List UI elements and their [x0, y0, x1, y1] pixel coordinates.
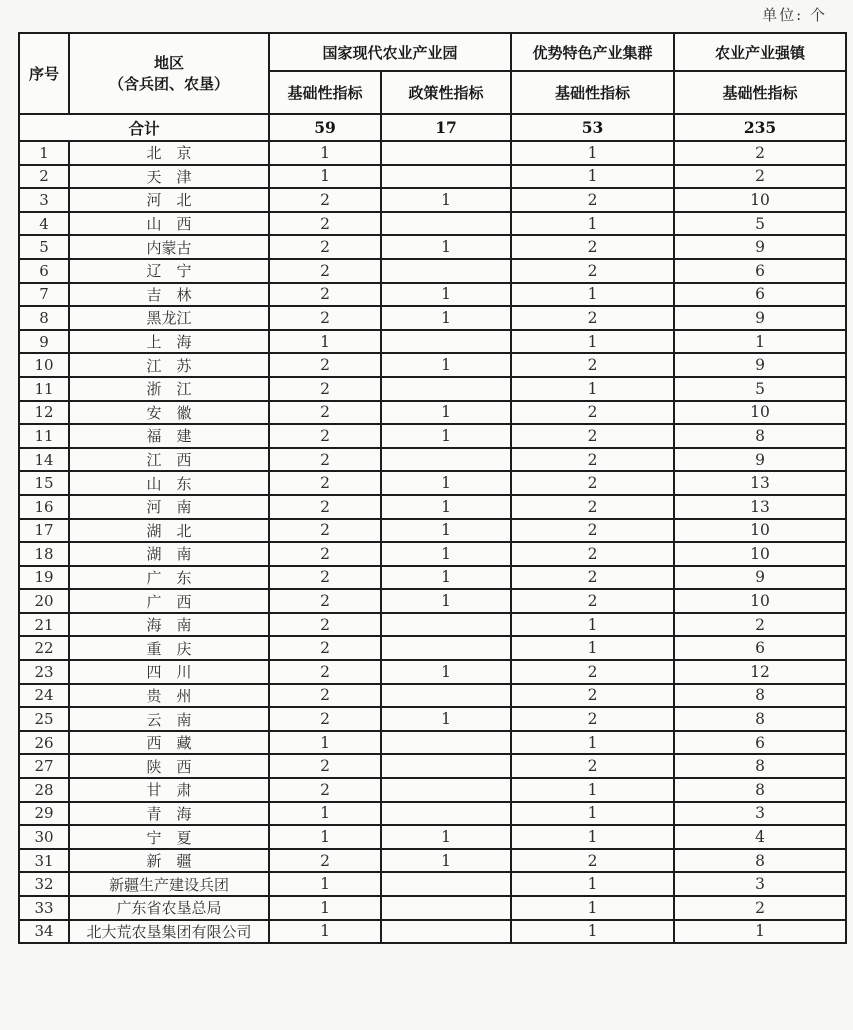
cell-cluster-basic: 1 [511, 283, 674, 307]
cell-region: 河 北 [69, 188, 269, 212]
cell-cluster-basic: 2 [511, 259, 674, 283]
cell-park-policy [381, 920, 511, 944]
table-row [19, 424, 846, 448]
cell-town-basic: 4 [674, 825, 846, 849]
table-row [19, 330, 846, 354]
cell-town-basic: 8 [674, 684, 846, 708]
table-header [19, 33, 846, 114]
cell-town-basic: 9 [674, 353, 846, 377]
cell-cluster-basic: 1 [511, 212, 674, 236]
cell-region: 河 南 [69, 495, 269, 519]
cell-town-basic: 2 [674, 141, 846, 165]
cell-cluster-basic: 2 [511, 495, 674, 519]
table-row [19, 141, 846, 165]
cell-park-basic: 2 [269, 471, 381, 495]
cell-cluster-basic: 1 [511, 330, 674, 354]
cell-cluster-basic: 2 [511, 542, 674, 566]
cell-park-basic: 2 [269, 353, 381, 377]
cell-park-basic: 1 [269, 731, 381, 755]
cell-serial: 32 [19, 872, 69, 896]
cell-region: 甘 肃 [69, 778, 269, 802]
cell-town-basic: 10 [674, 401, 846, 425]
cell-region: 新疆生产建设兵团 [69, 872, 269, 896]
cell-serial: 31 [19, 849, 69, 873]
cell-town-basic: 3 [674, 802, 846, 826]
cell-region: 四 川 [69, 660, 269, 684]
cell-town-basic: 10 [674, 589, 846, 613]
table-row [19, 165, 846, 189]
table-row [19, 212, 846, 236]
cell-park-policy [381, 613, 511, 637]
cell-region: 山 东 [69, 471, 269, 495]
cell-town-basic: 6 [674, 636, 846, 660]
cell-park-basic: 2 [269, 306, 381, 330]
cell-region: 云 南 [69, 707, 269, 731]
cell-town-basic: 2 [674, 896, 846, 920]
cell-region: 广东省农垦总局 [69, 896, 269, 920]
cell-park-policy: 1 [381, 707, 511, 731]
cell-cluster-basic: 2 [511, 188, 674, 212]
table-row [19, 872, 846, 896]
header-region-line1: 地区 [153, 54, 184, 73]
header-serial: 序号 [19, 33, 69, 114]
cell-town-basic: 9 [674, 235, 846, 259]
cell-park-policy: 1 [381, 401, 511, 425]
cell-park-policy [381, 141, 511, 165]
cell-cluster-basic: 2 [511, 849, 674, 873]
cell-region: 浙 江 [69, 377, 269, 401]
cell-town-basic: 6 [674, 259, 846, 283]
cell-park-policy [381, 330, 511, 354]
table-row [19, 684, 846, 708]
cell-town-basic: 9 [674, 566, 846, 590]
cell-serial: 18 [19, 542, 69, 566]
cell-town-basic: 6 [674, 283, 846, 307]
cell-cluster-basic: 1 [511, 872, 674, 896]
cell-park-policy [381, 754, 511, 778]
table-row [19, 235, 846, 259]
header-town-group: 农业产业强镇 [674, 33, 846, 71]
cell-park-basic: 1 [269, 330, 381, 354]
cell-serial: 11 [19, 377, 69, 401]
cell-cluster-basic: 2 [511, 353, 674, 377]
cell-region: 上 海 [69, 330, 269, 354]
cell-region: 广 东 [69, 566, 269, 590]
cell-serial: 33 [19, 896, 69, 920]
cell-town-basic: 10 [674, 542, 846, 566]
cell-cluster-basic: 2 [511, 448, 674, 472]
cell-cluster-basic: 2 [511, 660, 674, 684]
header-park-policy: 政策性指标 [381, 71, 511, 114]
cell-serial: 21 [19, 613, 69, 637]
cell-serial: 14 [19, 448, 69, 472]
table-row [19, 448, 846, 472]
table-body [19, 114, 846, 943]
table-row [19, 896, 846, 920]
table-row [19, 306, 846, 330]
table-row [19, 660, 846, 684]
cell-park-basic: 1 [269, 896, 381, 920]
cell-serial: 15 [19, 471, 69, 495]
cell-town-basic: 3 [674, 872, 846, 896]
cell-region: 北大荒农垦集团有限公司 [69, 920, 269, 944]
cell-town-basic: 8 [674, 849, 846, 873]
cell-park-basic: 2 [269, 377, 381, 401]
cell-cluster-basic: 1 [511, 165, 674, 189]
cell-serial: 6 [19, 259, 69, 283]
cell-park-policy: 1 [381, 589, 511, 613]
cell-cluster-basic: 2 [511, 589, 674, 613]
table-row [19, 778, 846, 802]
cell-park-basic: 2 [269, 754, 381, 778]
cell-region: 天 津 [69, 165, 269, 189]
cell-park-policy: 1 [381, 849, 511, 873]
cell-town-basic: 10 [674, 519, 846, 543]
cell-park-policy [381, 212, 511, 236]
header-town-basic: 基础性指标 [674, 71, 846, 114]
cell-park-policy: 1 [381, 424, 511, 448]
table-row [19, 920, 846, 944]
cell-serial: 30 [19, 825, 69, 849]
cell-park-basic: 2 [269, 636, 381, 660]
cell-serial: 3 [19, 188, 69, 212]
cell-cluster-basic: 1 [511, 920, 674, 944]
table-row [19, 849, 846, 873]
cell-serial: 28 [19, 778, 69, 802]
cell-serial: 16 [19, 495, 69, 519]
table-row [19, 707, 846, 731]
cell-town-basic: 12 [674, 660, 846, 684]
cell-region: 江 苏 [69, 353, 269, 377]
total-label: 合计 [19, 114, 269, 141]
cell-park-basic: 2 [269, 259, 381, 283]
table-row [19, 283, 846, 307]
cell-park-policy: 1 [381, 306, 511, 330]
cell-region: 重 庆 [69, 636, 269, 660]
cell-serial: 34 [19, 920, 69, 944]
total-cluster-basic: 53 [511, 114, 674, 141]
table-row [19, 377, 846, 401]
cell-park-basic: 2 [269, 424, 381, 448]
cell-region: 山 西 [69, 212, 269, 236]
total-town-basic: 235 [674, 114, 846, 141]
cell-region: 北 京 [69, 141, 269, 165]
cell-region: 陕 西 [69, 754, 269, 778]
cell-park-basic: 2 [269, 401, 381, 425]
table-row [19, 542, 846, 566]
cell-region: 黑龙江 [69, 306, 269, 330]
cell-serial: 9 [19, 330, 69, 354]
cell-cluster-basic: 1 [511, 731, 674, 755]
cell-park-basic: 2 [269, 519, 381, 543]
cell-cluster-basic: 1 [511, 778, 674, 802]
cell-serial: 20 [19, 589, 69, 613]
total-park-policy: 17 [381, 114, 511, 141]
cell-park-basic: 2 [269, 566, 381, 590]
cell-park-basic: 1 [269, 165, 381, 189]
cell-serial: 1 [19, 141, 69, 165]
cell-park-basic: 1 [269, 802, 381, 826]
table-row [19, 566, 846, 590]
table-row [19, 636, 846, 660]
cell-region: 湖 北 [69, 519, 269, 543]
cell-serial: 17 [19, 519, 69, 543]
cell-town-basic: 2 [674, 613, 846, 637]
cell-park-basic: 2 [269, 542, 381, 566]
cell-park-basic: 1 [269, 141, 381, 165]
cell-region: 江 西 [69, 448, 269, 472]
cell-region: 广 西 [69, 589, 269, 613]
cell-park-basic: 2 [269, 283, 381, 307]
cell-serial: 7 [19, 283, 69, 307]
cell-park-policy [381, 778, 511, 802]
cell-park-policy [381, 377, 511, 401]
cell-park-basic: 2 [269, 849, 381, 873]
cell-town-basic: 8 [674, 778, 846, 802]
cell-region: 安 徽 [69, 401, 269, 425]
cell-park-policy [381, 896, 511, 920]
unit-label: 单位: 个 [762, 6, 827, 24]
header-region-line2: （含兵团、农垦） [108, 74, 229, 93]
cell-region: 内蒙古 [69, 235, 269, 259]
cell-town-basic: 13 [674, 471, 846, 495]
cell-park-policy: 1 [381, 353, 511, 377]
cell-town-basic: 8 [674, 754, 846, 778]
cell-town-basic: 8 [674, 424, 846, 448]
cell-cluster-basic: 1 [511, 896, 674, 920]
cell-cluster-basic: 1 [511, 141, 674, 165]
table-row [19, 754, 846, 778]
cell-serial: 10 [19, 353, 69, 377]
cell-park-policy [381, 259, 511, 283]
cell-park-policy: 1 [381, 566, 511, 590]
cell-park-policy: 1 [381, 235, 511, 259]
cell-park-basic: 2 [269, 613, 381, 637]
cell-cluster-basic: 2 [511, 707, 674, 731]
cell-park-policy: 1 [381, 660, 511, 684]
cell-cluster-basic: 2 [511, 519, 674, 543]
header-cluster-basic: 基础性指标 [511, 71, 674, 114]
cell-park-basic: 2 [269, 495, 381, 519]
cell-region: 吉 林 [69, 283, 269, 307]
total-park-basic: 59 [269, 114, 381, 141]
cell-serial: 22 [19, 636, 69, 660]
cell-park-policy [381, 731, 511, 755]
table-row [19, 471, 846, 495]
cell-serial: 26 [19, 731, 69, 755]
cell-park-policy: 1 [381, 471, 511, 495]
cell-serial: 2 [19, 165, 69, 189]
header-region [69, 33, 269, 114]
cell-region: 青 海 [69, 802, 269, 826]
cell-serial: 29 [19, 802, 69, 826]
cell-region: 贵 州 [69, 684, 269, 708]
cell-park-basic: 2 [269, 684, 381, 708]
cell-cluster-basic: 2 [511, 306, 674, 330]
cell-park-policy [381, 684, 511, 708]
cell-region: 福 建 [69, 424, 269, 448]
cell-park-policy [381, 165, 511, 189]
cell-park-policy: 1 [381, 283, 511, 307]
cell-serial: 12 [19, 401, 69, 425]
table-row [19, 188, 846, 212]
cell-park-basic: 2 [269, 589, 381, 613]
cell-cluster-basic: 2 [511, 424, 674, 448]
cell-town-basic: 2 [674, 165, 846, 189]
cell-cluster-basic: 1 [511, 802, 674, 826]
cell-park-policy: 1 [381, 825, 511, 849]
cell-park-policy [381, 448, 511, 472]
cell-town-basic: 1 [674, 920, 846, 944]
cell-serial: 4 [19, 212, 69, 236]
cell-park-basic: 2 [269, 707, 381, 731]
cell-cluster-basic: 2 [511, 401, 674, 425]
table-row [19, 495, 846, 519]
cell-serial: 5 [19, 235, 69, 259]
cell-cluster-basic: 1 [511, 636, 674, 660]
cell-park-policy [381, 872, 511, 896]
cell-town-basic: 13 [674, 495, 846, 519]
cell-region: 海 南 [69, 613, 269, 637]
statistics-table [18, 32, 847, 944]
cell-park-policy: 1 [381, 495, 511, 519]
total-row [19, 114, 846, 141]
cell-serial: 23 [19, 660, 69, 684]
header-cluster-group: 优势特色产业集群 [511, 33, 674, 71]
cell-serial: 25 [19, 707, 69, 731]
cell-park-policy [381, 802, 511, 826]
cell-park-policy [381, 636, 511, 660]
cell-town-basic: 9 [674, 448, 846, 472]
cell-park-policy: 1 [381, 542, 511, 566]
cell-serial: 24 [19, 684, 69, 708]
cell-town-basic: 5 [674, 212, 846, 236]
table-row [19, 802, 846, 826]
cell-park-basic: 2 [269, 188, 381, 212]
table-row [19, 589, 846, 613]
cell-park-basic: 1 [269, 920, 381, 944]
table-row [19, 731, 846, 755]
cell-park-policy: 1 [381, 519, 511, 543]
cell-cluster-basic: 2 [511, 754, 674, 778]
cell-region: 辽 宁 [69, 259, 269, 283]
cell-cluster-basic: 1 [511, 825, 674, 849]
cell-cluster-basic: 2 [511, 566, 674, 590]
table-row [19, 825, 846, 849]
table-row [19, 353, 846, 377]
cell-region: 湖 南 [69, 542, 269, 566]
table-row [19, 519, 846, 543]
cell-park-policy: 1 [381, 188, 511, 212]
cell-town-basic: 9 [674, 306, 846, 330]
cell-serial: 11 [19, 424, 69, 448]
cell-cluster-basic: 1 [511, 613, 674, 637]
cell-town-basic: 8 [674, 707, 846, 731]
cell-serial: 27 [19, 754, 69, 778]
cell-cluster-basic: 1 [511, 377, 674, 401]
cell-serial: 8 [19, 306, 69, 330]
cell-park-basic: 2 [269, 660, 381, 684]
table-row [19, 401, 846, 425]
table-row [19, 613, 846, 637]
cell-town-basic: 5 [674, 377, 846, 401]
cell-cluster-basic: 2 [511, 684, 674, 708]
header-park-group: 国家现代农业产业园 [269, 33, 511, 71]
cell-park-basic: 1 [269, 825, 381, 849]
cell-town-basic: 1 [674, 330, 846, 354]
cell-park-basic: 2 [269, 235, 381, 259]
cell-serial: 19 [19, 566, 69, 590]
cell-town-basic: 10 [674, 188, 846, 212]
cell-park-basic: 2 [269, 212, 381, 236]
cell-park-basic: 2 [269, 778, 381, 802]
header-park-basic: 基础性指标 [269, 71, 381, 114]
table-row [19, 259, 846, 283]
cell-cluster-basic: 2 [511, 235, 674, 259]
cell-region: 新 疆 [69, 849, 269, 873]
cell-town-basic: 6 [674, 731, 846, 755]
cell-region: 宁 夏 [69, 825, 269, 849]
cell-park-basic: 1 [269, 872, 381, 896]
cell-region: 西 藏 [69, 731, 269, 755]
cell-cluster-basic: 2 [511, 471, 674, 495]
cell-park-basic: 2 [269, 448, 381, 472]
